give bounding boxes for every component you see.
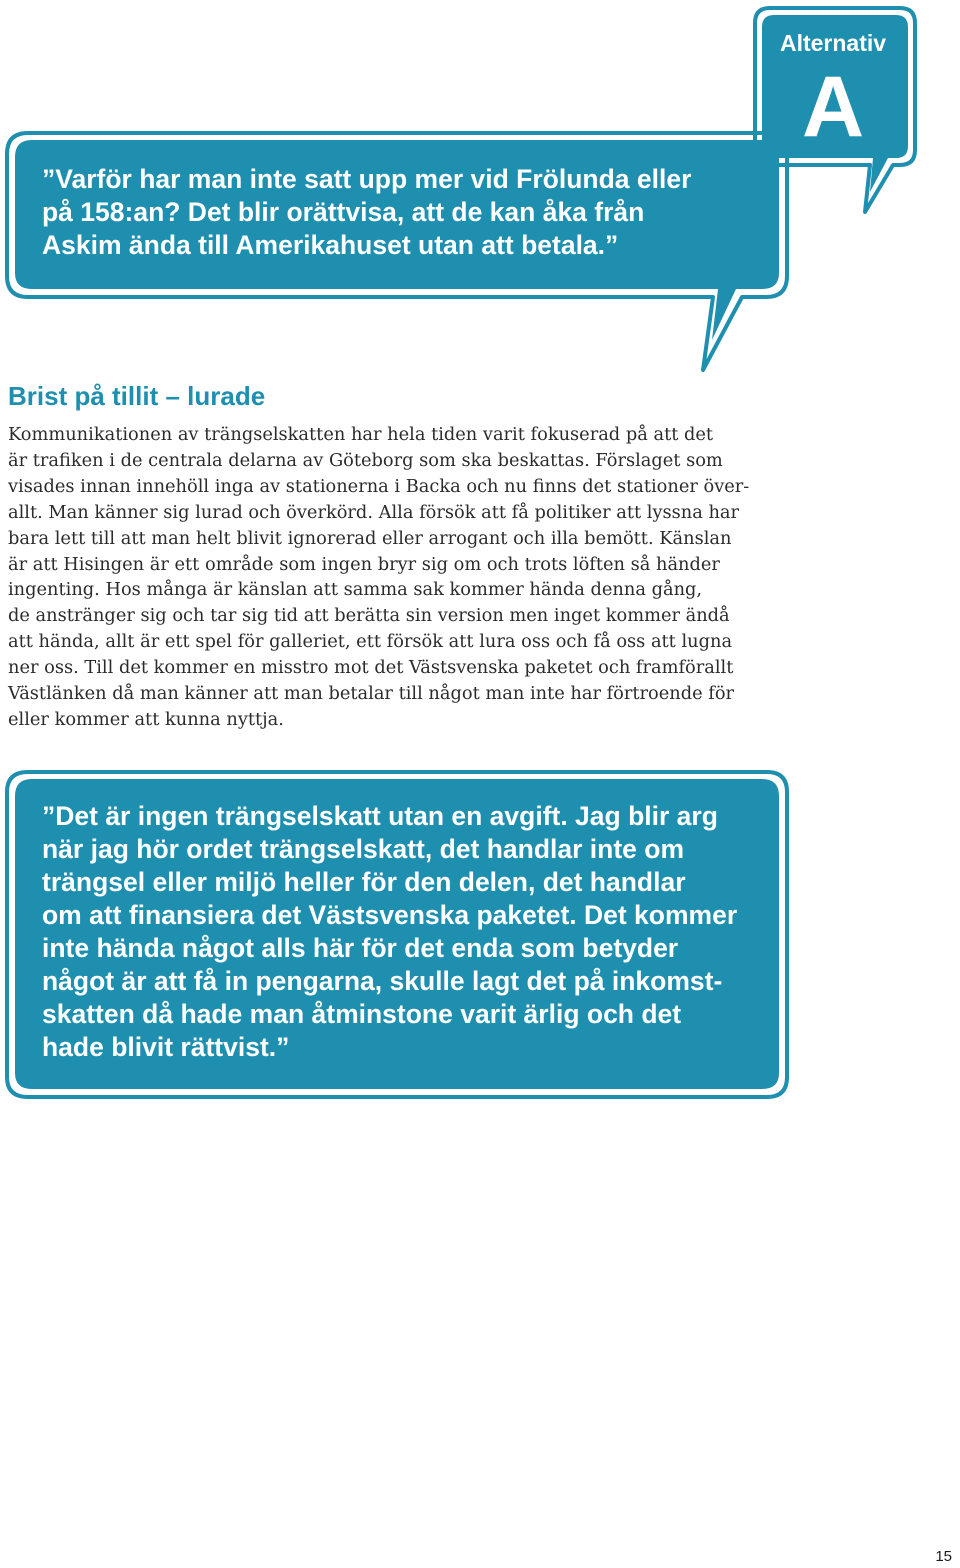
quote-line: om att finansiera det Västsvenska paketet. Det kommer [42,900,738,930]
body-line: att hända, allt är ett spel för galleriet, ett försök att lura oss och få oss att lugna [8,631,733,653]
quote-line: hade blivit rättvist.” [42,1032,290,1062]
body-line: är trafiken i de centrala delarna av Göteborg som ska beskattas. Förslaget som [8,449,723,471]
body-line: de anstränger sig och tar sig tid att berätta sin version men inget kommer ändå [8,605,730,627]
alternative-letter: A [801,59,865,155]
page-number: 15 [935,1548,952,1565]
body-line: eller kommer att kunna nyttja. [8,708,284,730]
quote-bottom-text [42,800,762,1064]
quote-line: när jag hör ordet trängselskatt, det handlar inte om [42,834,685,864]
quote-line: ”Varför har man inte satt upp mer vid Frölunda eller [42,164,692,194]
quote-line: Askim ända till Amerikahuset utan att betala.” [42,230,619,260]
quote-line: skatten då hade man åtminstone varit ärlig och det [42,999,682,1029]
alternative-label: Alternativ [779,30,887,56]
quote-line: inte hända något alls här för det enda som betyder [42,933,679,963]
section-heading: Brist på tillit – lurade [8,381,266,411]
quote-line: ”Det är ingen trängselskatt utan en avgift. Jag blir arg [42,801,718,831]
body-line: ner oss. Till det kommer en misstro mot det Västsvenska paketet och framförallt [8,657,734,679]
body-line: bara lett till att man helt blivit ignorerad eller arrogant och illa bemött. Känslan [8,527,732,549]
body-line: Kommunikationen av trängselskatten har hela tiden varit fokuserad på att det [8,424,714,445]
quote-line: något är att få in pengarna, skulle lagt det på inkomst- [42,966,723,996]
body-line: allt. Man känner sig lurad och överkörd. Alla försök att få politiker att lyssna har [8,501,740,523]
quote-line: på 158:an? Det blir orättvisa, att de kan åka från [42,197,645,227]
body-line: Västlänken då man känner att man betalar till något man inte har förtroende för [8,683,735,705]
body-line: är att Hisingen är ett område som ingen bryr sig om och trots löften så händer [8,553,720,575]
body-line: ingenting. Hos många är känslan att samma sak kommer hända denna gång, [8,579,703,601]
quote-line: trängsel eller miljö heller för den delen, det handlar [42,867,686,897]
body-line: visades innan innehöll inga av stationerna i Backa och nu finns det stationer över- [8,475,750,497]
